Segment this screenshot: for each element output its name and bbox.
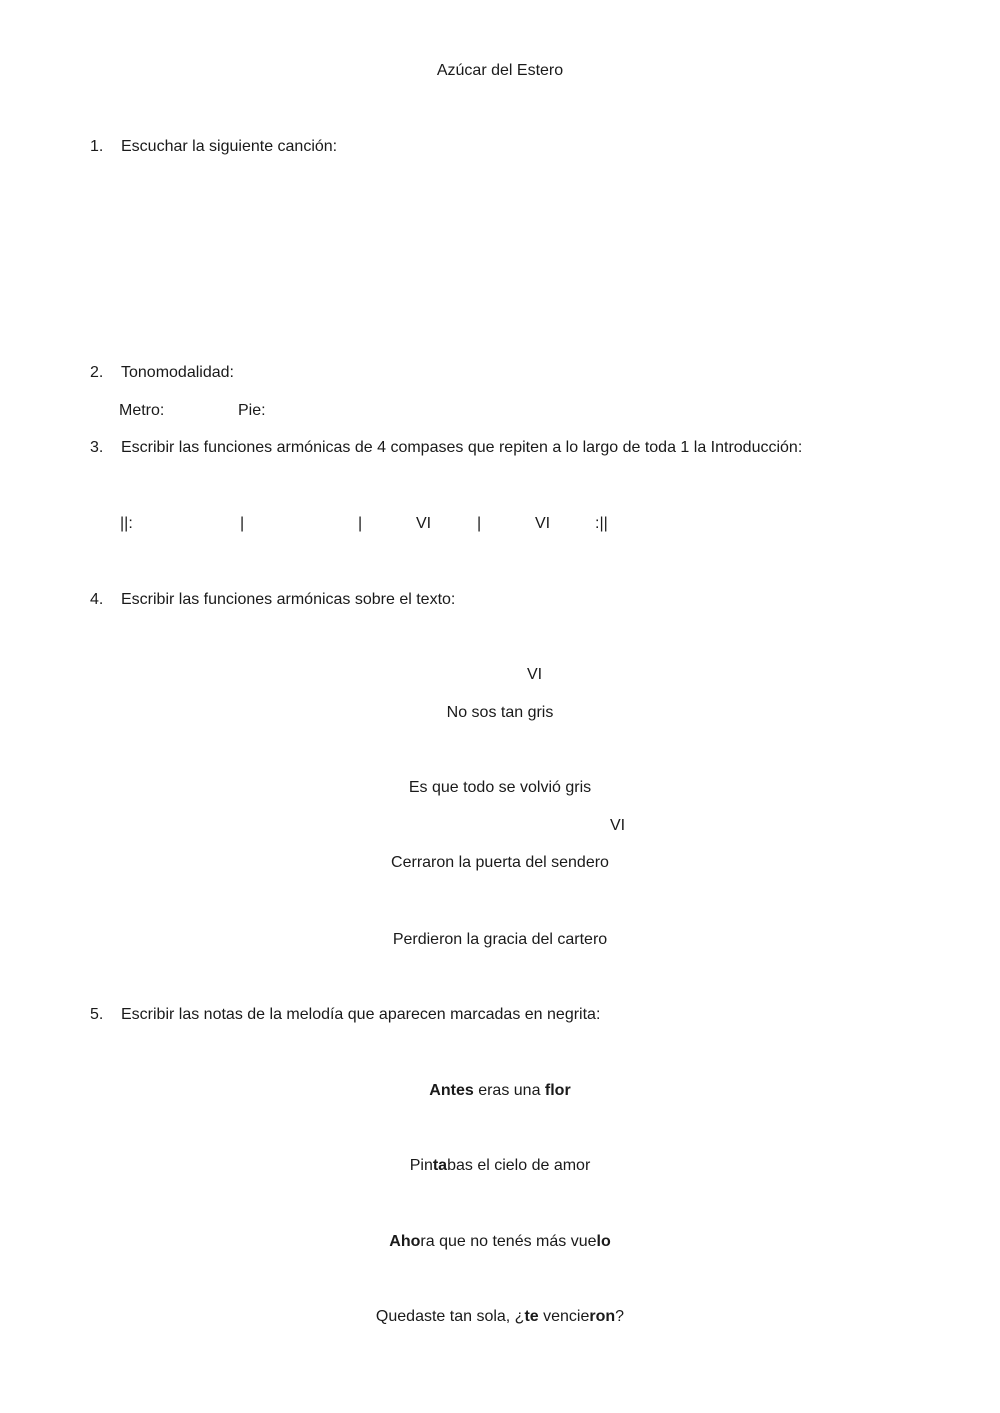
chord-above-line-3: VI: [610, 817, 626, 834]
close-repeat-sign: :||: [595, 515, 608, 532]
q3-number: 3.: [90, 439, 104, 456]
bar-line-1: |: [240, 515, 245, 532]
lyric-line-1: No sos tan gris: [446, 704, 554, 721]
page-title: Azúcar del Estero: [436, 62, 564, 79]
q1-text: Escuchar la siguiente canción:: [121, 138, 338, 155]
bold-fragment: Antes: [429, 1082, 474, 1099]
bold-fragment: lo: [596, 1233, 611, 1250]
plain-fragment: bas el cielo de amor: [447, 1157, 591, 1174]
bold-fragment: te: [524, 1308, 539, 1325]
plain-fragment: ?: [615, 1308, 625, 1325]
melody-line-3: [0, 1232, 1000, 1252]
plain-fragment: vencie: [538, 1308, 590, 1325]
chord-above-line-1: VI: [527, 666, 543, 683]
q3-text: Escribir las funciones armónicas de 4 compases que repiten a lo largo de toda 1 la Introducción:: [121, 439, 803, 456]
melody-line-4: [0, 1307, 1000, 1327]
bar-line-3: |: [477, 515, 482, 532]
chord-measure-3: VI: [416, 515, 432, 532]
q5-text: Escribir las notas de la melodía que aparecen marcadas en negrita:: [121, 1006, 601, 1023]
lyric-line-3: Cerraron la puerta del sendero: [391, 854, 609, 871]
bold-fragment: Aho: [389, 1233, 421, 1250]
plain-fragment: ra que no tenés más vue: [420, 1233, 597, 1250]
q2-number: 2.: [90, 364, 104, 381]
lyric-line-2: Es que todo se volvió gris: [408, 779, 592, 796]
chord-measure-4: VI: [535, 515, 551, 532]
plain-fragment: eras una: [473, 1082, 545, 1099]
plain-fragment: Quedaste tan sola, ¿: [375, 1308, 525, 1325]
open-repeat-sign: ||:: [120, 515, 133, 532]
q4-text: Escribir las funciones armónicas sobre el texto:: [121, 591, 456, 608]
bold-fragment: flor: [544, 1082, 571, 1099]
pie-label: Pie:: [238, 402, 266, 419]
melody-line-1: [0, 1081, 1000, 1101]
q1-number: 1.: [90, 138, 104, 155]
lyric-line-4: Perdieron la gracia del cartero: [392, 931, 608, 948]
q4-number: 4.: [90, 591, 104, 608]
q2-text: Tonomodalidad:: [121, 364, 234, 381]
melody-line-2: [0, 1156, 1000, 1176]
metro-label: Metro:: [119, 402, 165, 419]
plain-fragment: Pin: [409, 1157, 433, 1174]
bar-line-2: |: [358, 515, 363, 532]
bold-fragment: ron: [589, 1308, 616, 1325]
q5-number: 5.: [90, 1006, 104, 1023]
bold-fragment: ta: [432, 1157, 448, 1174]
